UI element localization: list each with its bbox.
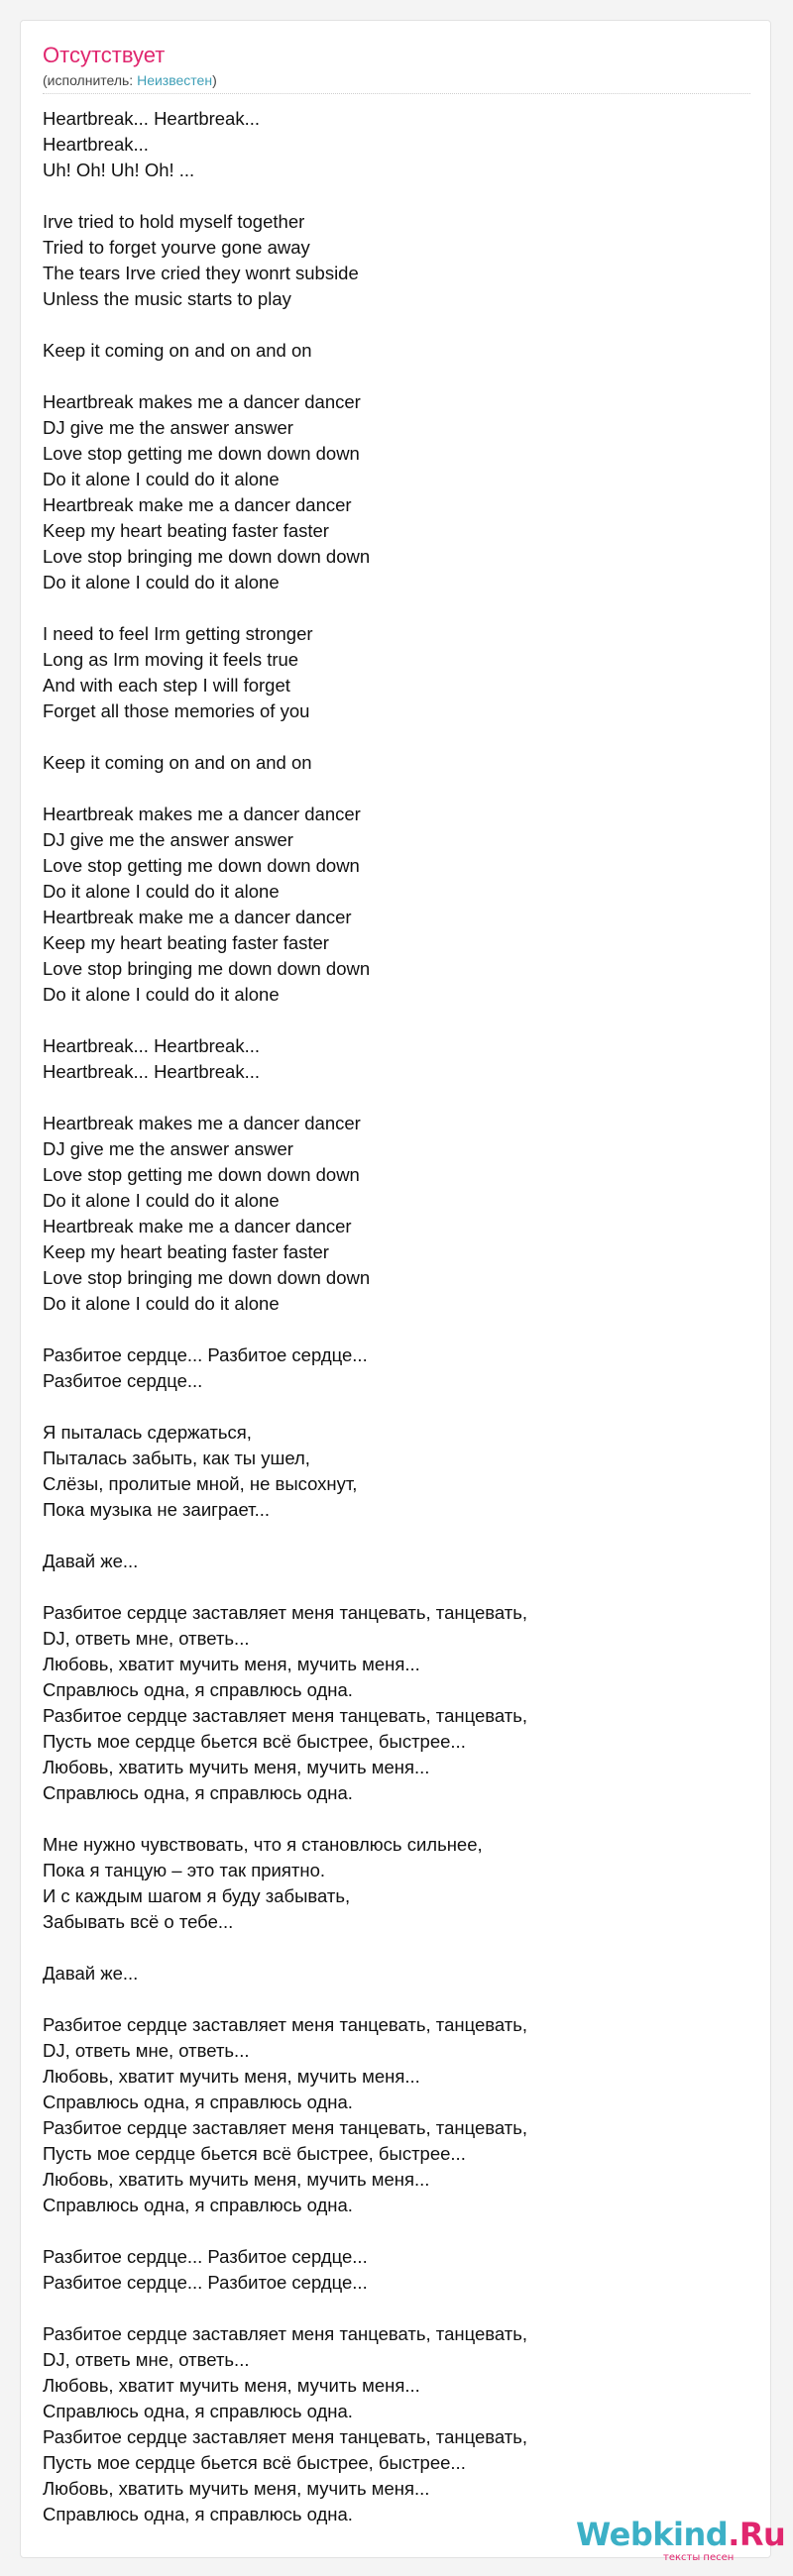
lyrics-line: Справлюсь одна, я справлюсь одна.	[43, 2504, 353, 2524]
lyrics-line: Разбитое сердце заставляет меня танцевать, танцевать,	[43, 1602, 528, 1623]
lyrics-blank-line	[43, 1394, 736, 1420]
lyrics-blank-line	[43, 1523, 736, 1549]
lyrics-line: Do it alone I could do it alone	[43, 1293, 280, 1314]
lyrics-blank-line	[43, 1986, 736, 2012]
lyrics-line: Do it alone I could do it alone	[43, 881, 280, 902]
song-title: Отсутствует	[43, 43, 166, 67]
artist-line	[43, 71, 217, 89]
lyrics-line: Разбитое сердце заставляет меня танцевать, танцевать,	[43, 2117, 528, 2138]
logo-wordmark	[576, 2516, 785, 2553]
lyrics-line: Long as Irm moving it feels true	[43, 649, 299, 670]
lyrics-line: Справлюсь одна, я справлюсь одна.	[43, 2195, 353, 2215]
lyrics-line: Пусть мое сердце бьется всё быстрее, быстрее...	[43, 2143, 466, 2164]
lyrics-line: Любовь, хватит мучить меня, мучить меня...	[43, 2066, 420, 2087]
lyrics-blank-line	[43, 2218, 736, 2244]
lyrics-line: Heartbreak... Heartbreak...	[43, 1061, 261, 1082]
lyrics-line: DJ, ответь мне, ответь...	[43, 2040, 250, 2061]
artist-link[interactable]: Неизвестен	[137, 72, 213, 88]
lyrics-line: Пока музыка не заиграет...	[43, 1499, 270, 1520]
lyrics-line: DJ give me the answer answer	[43, 1138, 293, 1159]
lyrics-line: Давай же...	[43, 1963, 139, 1984]
lyrics-line: I need to feel Irm getting stronger	[43, 623, 313, 644]
lyrics-line: Heartbreak... Heartbreak...	[43, 1035, 261, 1056]
lyrics-line: Мне нужно чувствовать, что я становлюсь сильнее,	[43, 1834, 483, 1855]
lyrics-line: Heartbreak make me a dancer dancer	[43, 1216, 352, 1236]
lyrics-line: Слёзы, пролитые мной, не высохнут,	[43, 1473, 358, 1494]
lyrics-line: Любовь, хватит мучить меня, мучить меня...	[43, 2375, 420, 2396]
artist-suffix: )	[212, 72, 217, 88]
lyrics-line: Разбитое сердце... Разбитое сердце...	[43, 2246, 368, 2267]
lyrics-line: Справлюсь одна, я справлюсь одна.	[43, 2092, 353, 2112]
lyrics-line: Heartbreak... Heartbreak...	[43, 108, 261, 129]
lyrics-line: Забывать всё о тебе...	[43, 1911, 234, 1932]
lyrics-line: Keep my heart beating faster faster	[43, 520, 329, 541]
lyrics-blank-line	[43, 1317, 736, 1342]
lyrics-blank-line	[43, 2296, 736, 2321]
lyrics-line: Давай же...	[43, 1551, 139, 1571]
lyrics-line: Любовь, хватит мучить меня, мучить меня...	[43, 1654, 420, 1674]
lyrics-text	[43, 106, 736, 2527]
lyrics-line: Пусть мое сердце бьется всё быстрее, быстрее...	[43, 1731, 466, 1752]
lyrics-line: Пока я танцую – это так приятно.	[43, 1860, 326, 1880]
lyrics-line: Uh! Oh! Uh! Oh! ...	[43, 160, 195, 180]
lyrics-line: Разбитое сердце... Разбитое сердце...	[43, 1344, 368, 1365]
lyrics-blank-line	[43, 1574, 736, 1600]
lyrics-line: DJ give me the answer answer	[43, 417, 293, 438]
lyrics-blank-line	[43, 1008, 736, 1033]
lyrics-line: Forget all those memories of you	[43, 700, 310, 721]
lyrics-line: Heartbreak...	[43, 134, 149, 155]
lyrics-line: Love stop getting me down down down	[43, 1164, 360, 1185]
lyrics-line: Heartbreak make me a dancer dancer	[43, 907, 352, 927]
lyrics-line: Do it alone I could do it alone	[43, 572, 280, 592]
lyrics-line: Справлюсь одна, я справлюсь одна.	[43, 1782, 353, 1803]
lyrics-line: Любовь, хватить мучить меня, мучить меня...	[43, 2478, 430, 2499]
lyrics-line: Пусть мое сердце бьется всё быстрее, быстрее...	[43, 2452, 466, 2473]
lyrics-card	[20, 20, 786, 2563]
lyrics-line: Я пыталась сдержаться,	[43, 1422, 252, 1443]
logo-tagline: тексты песен	[663, 2552, 735, 2563]
lyrics-line: Love stop bringing me down down down	[43, 1267, 371, 1288]
lyrics-blank-line	[43, 1806, 736, 1832]
lyrics-blank-line	[43, 364, 736, 389]
lyrics-line: Do it alone I could do it alone	[43, 469, 280, 489]
lyrics-line: DJ, ответь мне, ответь...	[43, 1628, 250, 1649]
lyrics-line: Love stop bringing me down down down	[43, 958, 371, 979]
lyrics-line: Heartbreak makes me a dancer dancer	[43, 391, 361, 412]
logo-word: Webkind	[576, 2516, 729, 2553]
lyrics-blank-line	[43, 183, 736, 209]
lyrics-blank-line	[43, 724, 736, 750]
lyrics-blank-line	[43, 312, 736, 338]
lyrics-line: Разбитое сердце заставляет меня танцевать, танцевать,	[43, 2014, 528, 2035]
lyrics-line: Любовь, хватить мучить меня, мучить меня...	[43, 2169, 430, 2190]
lyrics-line: Heartbreak makes me a dancer dancer	[43, 1113, 361, 1133]
lyrics-line: Разбитое сердце...	[43, 1370, 203, 1391]
lyrics-blank-line	[43, 1935, 736, 1961]
lyrics-line: DJ, ответь мне, ответь...	[43, 2349, 250, 2370]
lyrics-blank-line	[43, 595, 736, 621]
lyrics-line: Справлюсь одна, я справлюсь одна.	[43, 1679, 353, 1700]
lyrics-line: Do it alone I could do it alone	[43, 1190, 280, 1211]
lyrics-line: И с каждым шагом я буду забывать,	[43, 1885, 351, 1906]
lyrics-line: Keep my heart beating faster faster	[43, 1241, 329, 1262]
lyrics-blank-line	[43, 1085, 736, 1111]
lyrics-line: Love stop getting me down down down	[43, 855, 360, 876]
lyrics-line: And with each step I will forget	[43, 675, 290, 696]
lyrics-line: Разбитое сердце... Разбитое сердце...	[43, 2272, 368, 2293]
lyrics-line: Irve tried to hold myself together	[43, 211, 305, 232]
lyrics-line: Heartbreak makes me a dancer dancer	[43, 804, 361, 824]
lyrics-line: Unless the music starts to play	[43, 288, 291, 309]
artist-prefix: (исполнитель:	[43, 72, 138, 88]
lyrics-line: Справлюсь одна, я справлюсь одна.	[43, 2401, 353, 2421]
lyrics-line: DJ give me the answer answer	[43, 829, 293, 850]
lyrics-line: Love stop bringing me down down down	[43, 546, 371, 567]
lyrics-line: Heartbreak make me a dancer dancer	[43, 494, 352, 515]
lyrics-line: The tears Irve cried they wonrt subside	[43, 263, 359, 283]
lyrics-line: Разбитое сердце заставляет меня танцевать, танцевать,	[43, 1705, 528, 1726]
lyrics-line: Love stop getting me down down down	[43, 443, 360, 464]
lyrics-line: Любовь, хватить мучить меня, мучить меня...	[43, 1757, 430, 1777]
lyrics-line: Разбитое сердце заставляет меня танцевать, танцевать,	[43, 2323, 528, 2344]
lyrics-line: Пыталась забыть, как ты ушел,	[43, 1448, 310, 1468]
lyrics-line: Keep it coming on and on and on	[43, 752, 312, 773]
lyrics-line: Keep it coming on and on and on	[43, 340, 312, 361]
lyrics-line: Разбитое сердце заставляет меня танцевать, танцевать,	[43, 2426, 528, 2447]
lyrics-line: Tried to forget yourve gone away	[43, 237, 310, 258]
site-logo[interactable]	[576, 2516, 786, 2575]
logo-tld: .Ru	[728, 2516, 786, 2553]
lyrics-blank-line	[43, 776, 736, 802]
title-divider	[43, 93, 750, 94]
lyrics-line: Do it alone I could do it alone	[43, 984, 280, 1005]
lyrics-line: Keep my heart beating faster faster	[43, 932, 329, 953]
